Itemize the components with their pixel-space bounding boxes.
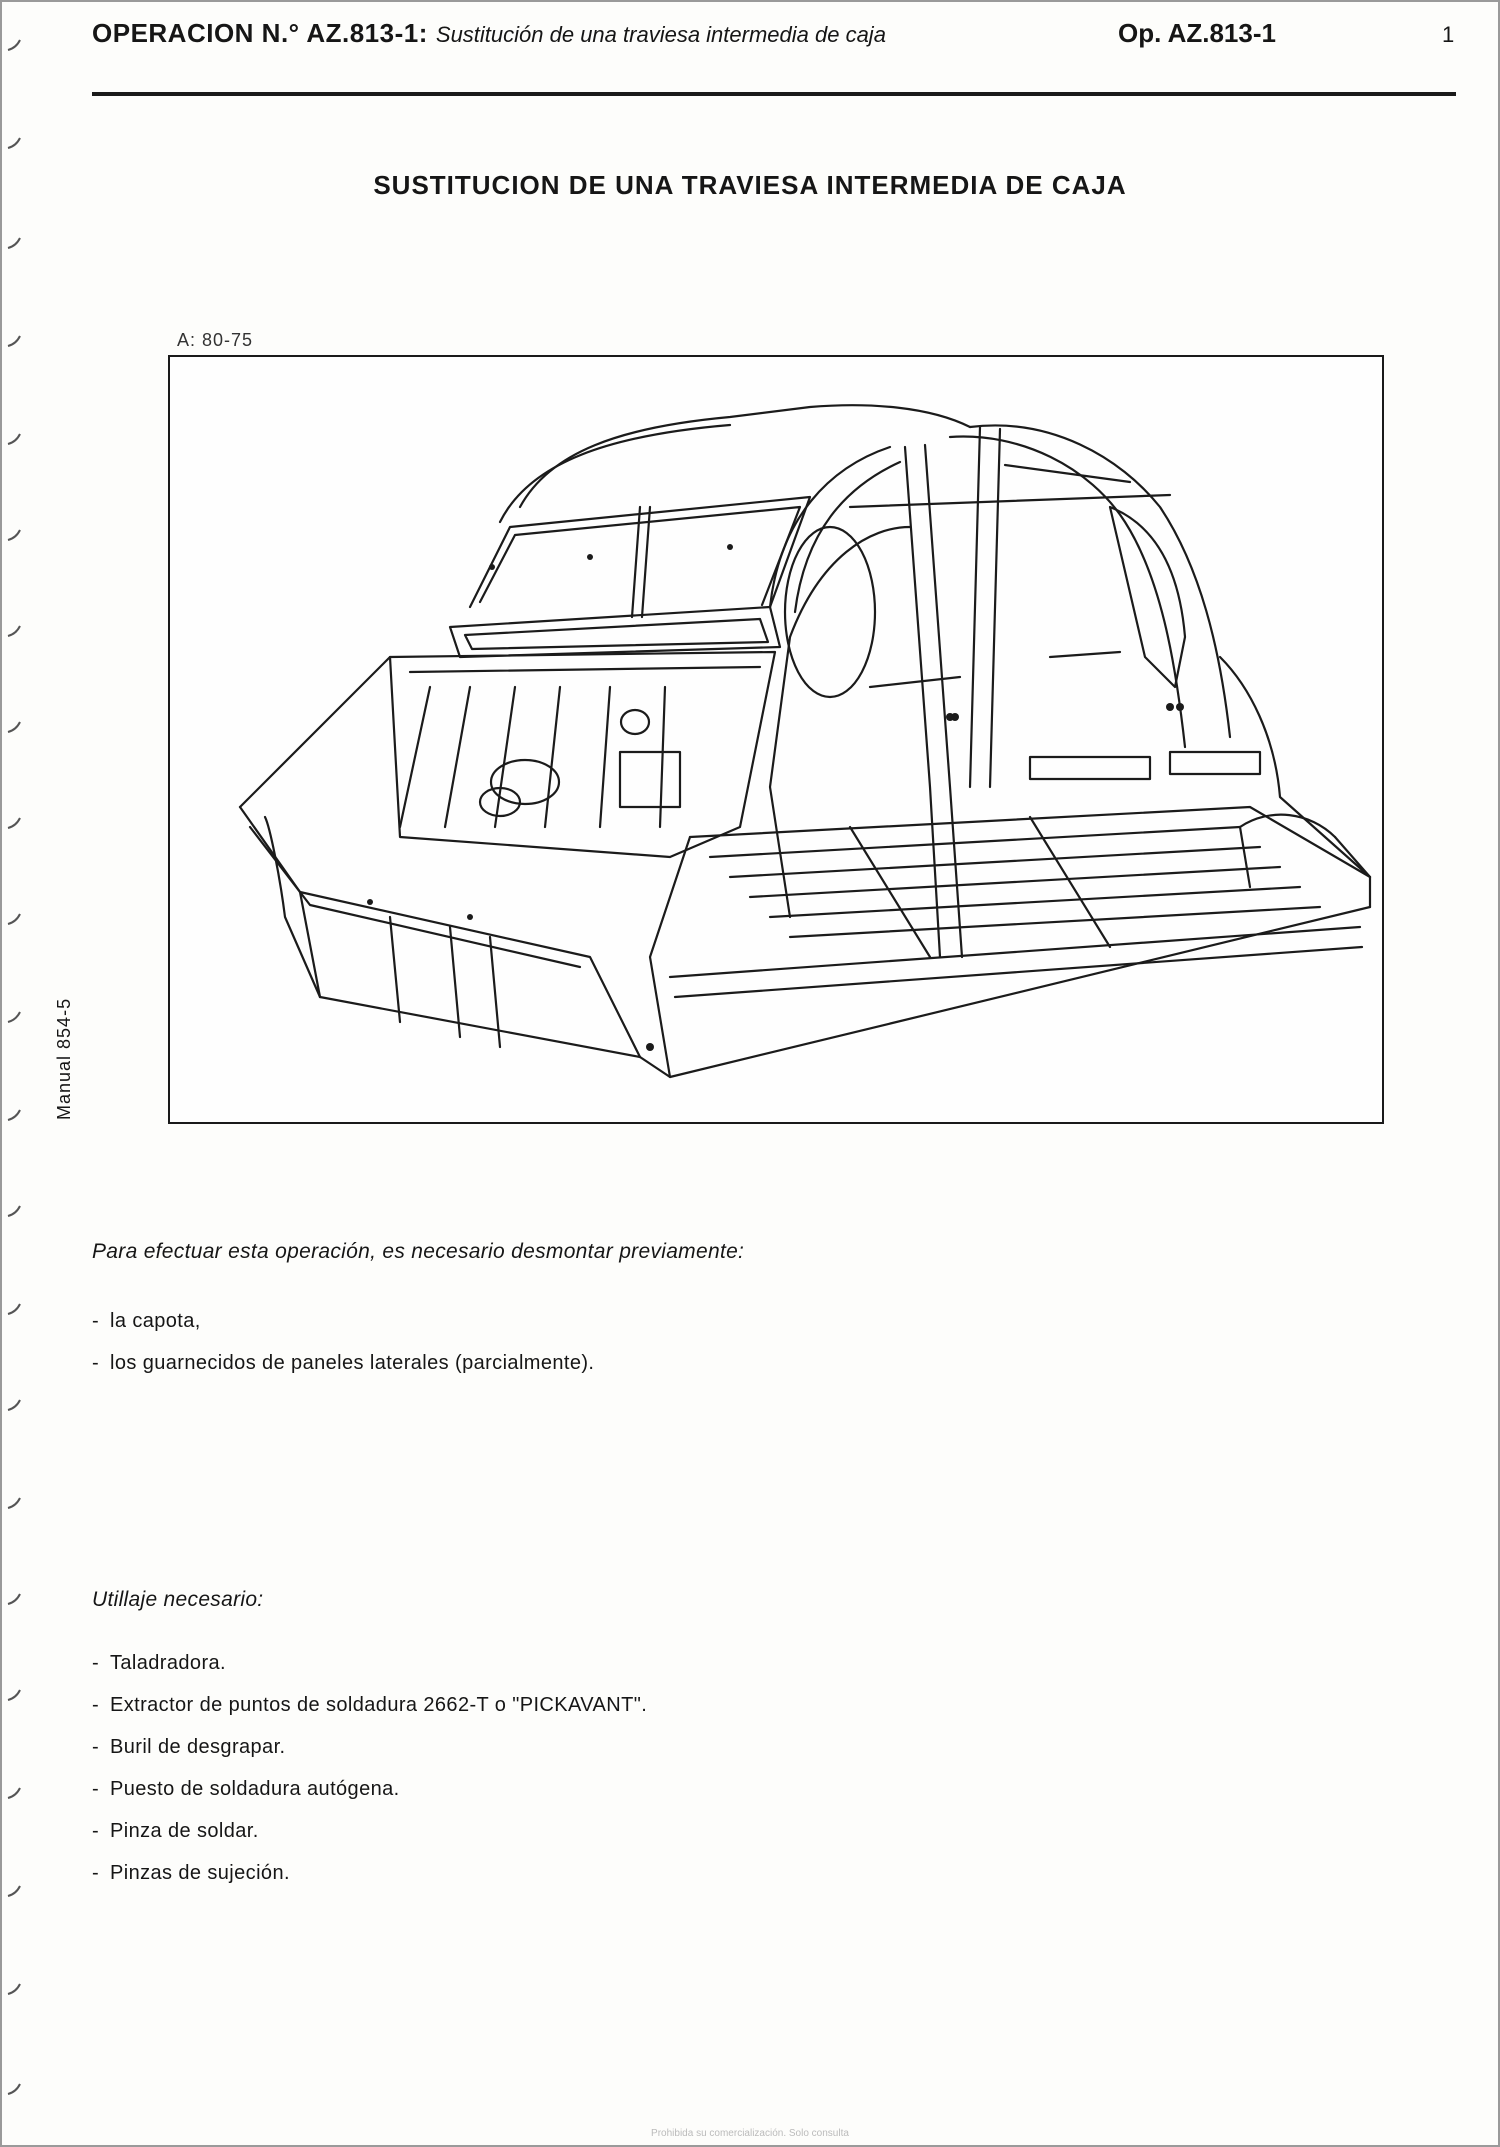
page-number: 1 bbox=[1442, 22, 1455, 47]
manual-reference: Manual 854-5 bbox=[54, 997, 74, 1120]
binding-marks bbox=[0, 0, 40, 2147]
removal-list bbox=[92, 1310, 594, 1394]
tool-item-text: Extractor de puntos de soldadura 2662-T o "PICKAVANT". bbox=[110, 1694, 648, 1716]
tools-list bbox=[92, 1652, 647, 1904]
operation-header bbox=[92, 18, 886, 49]
list-item: - Extractor de puntos de soldadura 2662-T o "PICKAVANT". bbox=[92, 1694, 648, 1716]
tools-heading: Utillaje necesario: bbox=[92, 1588, 264, 1611]
figure-label: A: 80-75 bbox=[177, 330, 254, 350]
page-title: SUSTITUCION DE UNA TRAVIESA INTERMEDIA DE CAJA bbox=[373, 170, 1127, 200]
list-item: - los guarnecidos de paneles laterales (parcialmente). bbox=[92, 1352, 595, 1374]
operation-code: Op. AZ.813-1 bbox=[1118, 18, 1276, 48]
list-item: - Buril de desgrapar. bbox=[92, 1736, 286, 1758]
removal-item-text: la capota, bbox=[110, 1310, 201, 1332]
list-item: - Puesto de soldadura autógena. bbox=[92, 1778, 400, 1800]
removal-item-text: los guarnecidos de paneles laterales (parcialmente). bbox=[110, 1352, 595, 1374]
footer-watermark: Prohibida su comercialización. Solo consulta bbox=[651, 2128, 849, 2139]
header-rule bbox=[92, 92, 1456, 96]
list-item: - Pinza de soldar. bbox=[92, 1820, 259, 1842]
tool-item-text: Puesto de soldadura autógena. bbox=[110, 1778, 400, 1800]
figure-frame bbox=[168, 355, 1384, 1124]
tool-item-text: Pinza de soldar. bbox=[110, 1820, 259, 1842]
intro-text: Para efectuar esta operación, es necesario desmontar previamente: bbox=[92, 1240, 745, 1263]
tool-item-text: Pinzas de sujeción. bbox=[110, 1862, 290, 1884]
tool-item-text: Buril de desgrapar. bbox=[110, 1736, 286, 1758]
operation-label: OPERACION N.° AZ.813-1: bbox=[92, 18, 428, 48]
tool-item-text: Taladradora. bbox=[110, 1652, 226, 1674]
operation-subtitle: Sustitución de una traviesa intermedia de caja bbox=[435, 22, 886, 47]
list-item: - Pinzas de sujeción. bbox=[92, 1862, 290, 1884]
list-item: - la capota, bbox=[92, 1310, 201, 1332]
car-body-shell-illustration bbox=[170, 357, 1382, 1122]
list-item: - Taladradora. bbox=[92, 1652, 226, 1674]
